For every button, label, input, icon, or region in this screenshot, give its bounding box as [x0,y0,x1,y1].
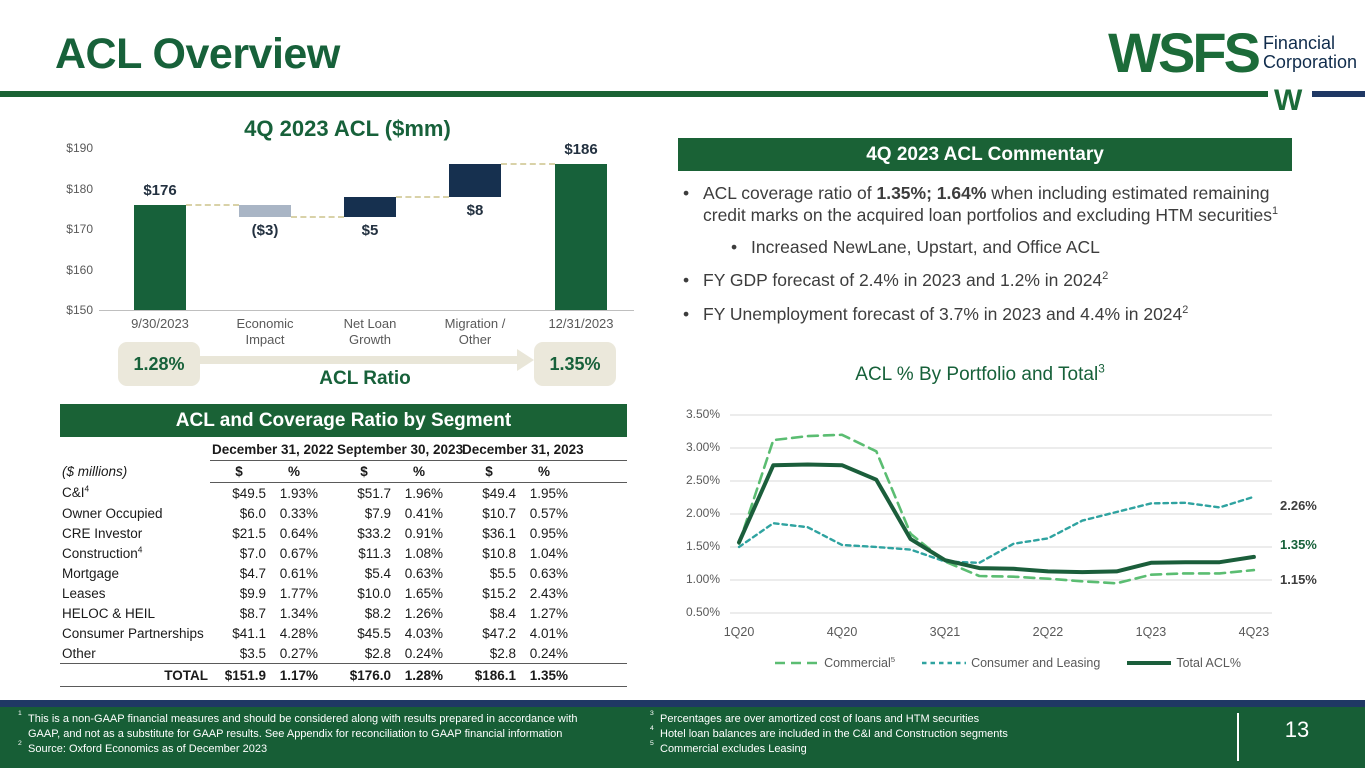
table-row-label: HELOC & HEIL [62,605,156,621]
table-cell: $5.4 [364,565,391,581]
waterfall-y-tick: $150 [66,303,93,317]
table-cell: $11.3 [358,545,391,561]
table-cell: $7.9 [364,505,391,521]
table-cell: $6.0 [239,505,266,521]
table-cell: $2.8 [364,645,391,661]
table-row [60,623,627,643]
legend-label: Total ACL% [1176,656,1241,670]
footnote-4: 4 Hotel loan balances are included in the C&I and Construction segments [650,724,1008,740]
bullet-gdp-forecast: • FY GDP forecast of 2.4% in 2023 and 1.2% in 2024$^2$ [678,269,1292,291]
waterfall-category-label: 12/31/2023 [548,316,614,331]
table-row [60,563,627,583]
waterfall-title: 4Q 2023 ACL ($mm) [244,116,451,141]
acl-portfolio-line-chart [660,362,1320,692]
table-cell: 0.41% [404,505,444,521]
table-cell: 0.91% [404,525,444,541]
table-cell: 0.63% [529,565,569,581]
bullet-acl-coverage: • ACL coverage ratio of 1.35%; 1.64% when including estimated remaining credit marks on the acquired loan portfolios and excluding HTM securities$^1$ [678,182,1292,227]
legend-line-sample [1126,658,1172,668]
line-chart-y-tick: 1.50% [685,539,720,553]
table-cell: 1.17% [268,664,320,687]
line-chart-x-tick: 1Q20 [723,625,755,639]
table-subheader: $ [210,461,268,483]
table-row [60,523,627,543]
table-cell: $2.8 [489,645,517,661]
table-row [60,583,627,603]
table-cell: $3.5 [239,645,266,661]
table-cell: 0.67% [279,545,318,561]
table-cell: $4.7 [239,565,266,581]
line-chart-y-tick: 3.50% [685,407,720,421]
waterfall-bar-label: $186 [564,141,598,159]
table-cell: $5.5 [489,565,517,581]
waterfall-category-label: Economic Impact [236,316,294,347]
waterfall-bar [449,164,501,196]
line-chart-x-tick: 3Q21 [929,625,961,639]
acl-ratio [55,338,640,404]
waterfall-bar-label: $5 [361,221,379,239]
line-chart-y-tick: 1.00% [685,572,720,586]
waterfall-connector [396,196,449,198]
commentary-section [678,138,1292,325]
table-cell: 0.63% [404,565,444,581]
table-row-label: CRE Investor [62,525,143,541]
table-group-header: September 30, 2023 [335,439,445,461]
table-row [60,664,627,687]
table-cell: 0.24% [529,645,569,661]
table-cell: $8.4 [489,605,517,621]
legend-item [921,656,1100,670]
table-cell: 0.33% [279,505,318,521]
table-cell: $8.2 [364,605,391,621]
page-number: 13 [1284,717,1310,742]
table-cell: 4.28% [279,625,318,641]
segment-table-title: ACL and Coverage Ratio by Segment [60,404,627,437]
table-cell: $10.7 [482,505,517,521]
line-chart-title: ACL % By Portfolio and Total$^3$ [855,362,1105,385]
footer [0,707,1365,768]
acl-ratio-label: ACL Ratio [319,368,411,389]
table-row-label: Construction$^4$ [62,544,143,561]
line-chart-plot [660,362,1320,622]
table-cell: $41.1 [232,625,266,641]
legend-label: Commercial$^5$ [824,654,896,670]
waterfall-connector [186,204,239,206]
waterfall-y-tick: $190 [66,141,93,155]
table-cell: 0.27% [279,645,318,661]
table-cell: 0.64% [279,525,318,541]
table-cell: $47.2 [482,625,517,641]
table-unit-label: ($ millions) [62,464,128,479]
table-cell: $45.5 [357,625,391,641]
waterfall-category-label: 9/30/2023 [131,316,189,331]
legend-line-sample [921,658,967,668]
table-cell: 1.34% [279,605,318,621]
table-cell: $7.0 [239,545,266,561]
legend-item [774,656,895,670]
footer-divider [1237,713,1239,761]
table-subheader: % [393,461,445,483]
footnote-3: 3 Percentages are over amortized cost of loans and HTM securities [650,710,980,725]
wsfs-logo-brand: WSFS [1108,21,1258,84]
waterfall-y-tick: $160 [66,262,93,277]
table-cell: $33.2 [357,525,391,541]
header-rule-green [0,91,1268,97]
waterfall-baseline [99,310,634,311]
waterfall-y-tick: $170 [66,222,93,236]
table-subheader: % [518,461,570,483]
legend-item [1126,656,1241,670]
footnote-5: 5 Commercial excludes Leasing [650,739,807,755]
legend-line-sample [774,658,820,668]
line-chart-x-tick: 1Q23 [1135,625,1167,639]
table-row-label: Consumer Partnerships [62,625,204,641]
table-group-header: December 31, 2022 [210,439,320,461]
table-row [60,483,627,504]
wsfs-logo-subtitle: Financial Corporation [1262,33,1357,73]
waterfall-connector [501,163,555,165]
page-title: ACL Overview [55,30,340,78]
table-cell: 0.24% [404,645,444,661]
table-cell: 1.96% [404,485,444,501]
table-row-label: Mortgage [62,565,120,581]
table-cell: 1.95% [529,485,569,501]
bullet-increased-acl: • Increased NewLane, Upstart, and Office ACL [726,236,1292,258]
waterfall-bar [134,205,186,310]
table-row [60,503,627,523]
table-cell: $151.9 [210,664,268,687]
table-row-label: $C\&I^4$ [62,483,90,501]
footnotes-right [650,712,1210,757]
table-cell: $51.7 [357,485,391,501]
table-cell: 4.03% [404,625,444,641]
table-cell: 1.35% [518,664,570,687]
line-chart-end-label: 2.26% [1280,497,1317,513]
line-chart-y-tick: 3.00% [685,440,720,454]
waterfall-bar [239,205,291,217]
line-chart-x-tick: 4Q23 [1238,625,1270,639]
table-cell: 2.43% [529,585,569,601]
commentary-bullets [678,182,1292,325]
table-cell: $9.9 [239,585,266,601]
table-cell: 0.95% [529,525,569,541]
table-cell: $49.4 [482,485,517,501]
table-cell: 1.65% [404,585,444,601]
waterfall-bar-label: $8 [466,201,484,219]
line-chart-legend [735,656,1280,670]
segment-table-section [60,404,627,687]
series-consumer-and-leasing [739,497,1254,563]
table-cell: $186.1 [460,664,518,687]
table-cell: 0.57% [529,505,569,521]
waterfall-bar [555,164,607,310]
table-row-label: TOTAL [60,664,210,687]
acl-ratio-start-badge: 1.28% [118,342,200,386]
table-subheader-row [60,461,627,483]
line-chart-y-tick: 0.50% [685,605,720,619]
table-row-label: Other [62,645,96,661]
table-cell: 1.77% [279,585,318,601]
line-chart-x-tick: 4Q20 [826,625,858,639]
table-cell: 0.61% [279,565,318,581]
wsfs-logo [1108,21,1357,84]
table-group-header-row [60,439,627,461]
commentary-title: 4Q 2023 ACL Commentary [678,138,1292,171]
table-cell: 1.93% [279,485,318,501]
waterfall-category-label: Net Loan Growth [343,316,397,347]
acl-ratio-end-badge: 1.35% [534,342,616,386]
table-row [60,603,627,623]
line-chart-y-tick: 2.50% [685,473,720,487]
header-rule-navy [1312,91,1365,97]
table-cell: $49.5 [232,485,266,501]
table-row-label: Leases [62,585,106,601]
table-cell: 1.04% [529,545,569,561]
footnote-1: 1 This is a non-GAAP financial measures and should be considered along with results prepared in accordance with GAAP, and not as a substitute for GAAP results. See Appendix for reconciliation to GAAP financial information [18,710,578,740]
waterfall-y-tick: $180 [66,181,93,196]
line-chart-end-label: 1.35% [1280,536,1317,552]
footnotes-left [18,712,608,757]
table-cell: $15.2 [482,585,517,601]
waterfall-bar [344,197,396,217]
bullet-unemployment-forecast: • FY Unemployment forecast of 3.7% in 2023 and 4.4% in 2024$^2$ [678,303,1292,325]
legend-label: Consumer and Leasing [971,656,1101,670]
table-subheader: % [268,461,320,483]
waterfall-bar-label: ($3) [251,221,279,239]
waterfall-category-label: Migration / Other [444,316,506,347]
table-subheader: $ [460,461,518,483]
waterfall-chart [55,116,640,347]
table-cell: $10.0 [357,585,391,601]
line-chart-x-tick: 2Q22 [1032,625,1064,639]
table-cell: 1.26% [404,605,444,621]
waterfall-bar-label: $176 [143,181,177,199]
table-cell: $176.0 [335,664,393,687]
table-cell: 4.01% [529,625,569,641]
header-rule-w-glyph: W [1274,84,1303,117]
table-cell: $21.5 [232,525,266,541]
table-row [60,543,627,563]
table-subheader: $ [335,461,393,483]
table-cell: 1.28% [393,664,445,687]
line-chart-y-tick: 2.00% [685,506,720,520]
waterfall-connector [291,216,344,218]
table-group-header: December 31, 2023 [460,439,570,461]
table-cell: 1.27% [529,605,569,621]
segment-table [60,439,627,687]
table-cell: $8.7 [239,605,266,621]
table-cell: 1.08% [404,545,444,561]
footer-navy-strip [0,700,1365,707]
table-row-label: Owner Occupied [62,505,163,521]
footnote-2: 2 Source: Oxford Economics as of December 2023 [18,739,268,755]
table-cell: $10.8 [482,545,517,561]
acl-ratio-arrow [200,356,517,364]
line-chart-end-label: 1.15% [1280,572,1317,588]
table-cell: $36.1 [482,525,517,541]
table-row [60,643,627,664]
